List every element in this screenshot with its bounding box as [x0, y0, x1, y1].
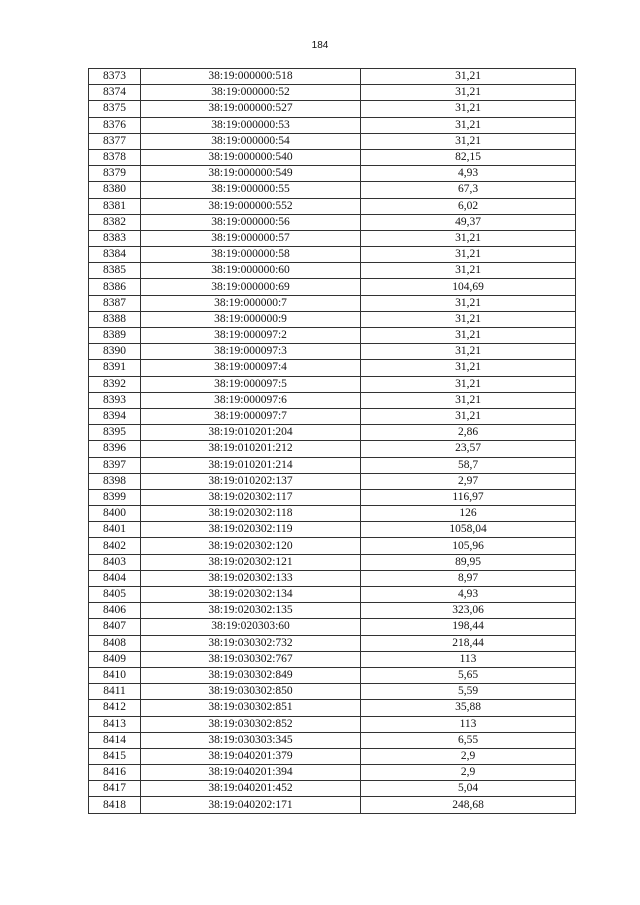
value-cell: 6,02 — [361, 198, 576, 214]
cadastral-number-cell: 38:19:040201:394 — [141, 765, 361, 781]
row-number-cell: 8375 — [89, 101, 141, 117]
table-row — [89, 538, 576, 554]
cadastral-number-cell: 38:19:030302:851 — [141, 700, 361, 716]
table-row — [89, 522, 576, 538]
cadastral-number-cell: 38:19:000000:58 — [141, 247, 361, 263]
cadastral-number-cell: 38:19:000097:3 — [141, 344, 361, 360]
table-row — [89, 781, 576, 797]
table-row — [89, 667, 576, 683]
cadastral-number-cell: 38:19:030302:732 — [141, 635, 361, 651]
cadastral-number-cell: 38:19:020302:120 — [141, 538, 361, 554]
cadastral-number-cell: 38:19:000000:518 — [141, 69, 361, 85]
value-cell: 2,9 — [361, 765, 576, 781]
table-row — [89, 198, 576, 214]
cadastral-number-cell: 38:19:030302:767 — [141, 651, 361, 667]
cadastral-number-cell: 38:19:000000:540 — [141, 149, 361, 165]
value-cell: 8,97 — [361, 570, 576, 586]
row-number-cell: 8386 — [89, 279, 141, 295]
value-cell: 2,97 — [361, 473, 576, 489]
table-body — [89, 69, 576, 814]
cadastral-number-cell: 38:19:000097:4 — [141, 360, 361, 376]
table-row — [89, 554, 576, 570]
cadastral-number-cell: 38:19:040201:379 — [141, 748, 361, 764]
row-number-cell: 8376 — [89, 117, 141, 133]
row-number-cell: 8395 — [89, 425, 141, 441]
value-cell: 6,55 — [361, 732, 576, 748]
row-number-cell: 8397 — [89, 457, 141, 473]
table-row — [89, 797, 576, 813]
value-cell: 31,21 — [361, 295, 576, 311]
cadastral-number-cell: 38:19:040201:452 — [141, 781, 361, 797]
value-cell: 31,21 — [361, 101, 576, 117]
cadastral-number-cell: 38:19:000000:54 — [141, 133, 361, 149]
value-cell: 2,9 — [361, 748, 576, 764]
cadastral-number-cell: 38:19:000000:7 — [141, 295, 361, 311]
row-number-cell: 8407 — [89, 619, 141, 635]
table-row — [89, 295, 576, 311]
value-cell: 113 — [361, 716, 576, 732]
cadastral-number-cell: 38:19:000000:552 — [141, 198, 361, 214]
row-number-cell: 8396 — [89, 441, 141, 457]
row-number-cell: 8382 — [89, 214, 141, 230]
value-cell: 31,21 — [361, 392, 576, 408]
cadastral-number-cell: 38:19:020302:121 — [141, 554, 361, 570]
row-number-cell: 8378 — [89, 149, 141, 165]
value-cell: 116,97 — [361, 489, 576, 505]
cadastral-number-cell: 38:19:010201:204 — [141, 425, 361, 441]
row-number-cell: 8377 — [89, 133, 141, 149]
value-cell: 104,69 — [361, 279, 576, 295]
table-row — [89, 344, 576, 360]
row-number-cell: 8402 — [89, 538, 141, 554]
cadastral-number-cell: 38:19:030302:850 — [141, 684, 361, 700]
value-cell: 49,37 — [361, 214, 576, 230]
row-number-cell: 8401 — [89, 522, 141, 538]
row-number-cell: 8406 — [89, 603, 141, 619]
cadastral-number-cell: 38:19:000000:527 — [141, 101, 361, 117]
cadastral-number-cell: 38:19:030302:849 — [141, 667, 361, 683]
row-number-cell: 8408 — [89, 635, 141, 651]
cadastral-number-cell: 38:19:020302:119 — [141, 522, 361, 538]
table-row — [89, 408, 576, 424]
value-cell: 31,21 — [361, 360, 576, 376]
table-row — [89, 684, 576, 700]
value-cell: 248,68 — [361, 797, 576, 813]
table-row — [89, 651, 576, 667]
value-cell: 58,7 — [361, 457, 576, 473]
table-row — [89, 506, 576, 522]
table-row — [89, 101, 576, 117]
table-row — [89, 473, 576, 489]
cadastral-number-cell: 38:19:030302:852 — [141, 716, 361, 732]
row-number-cell: 8380 — [89, 182, 141, 198]
table-row — [89, 457, 576, 473]
value-cell: 31,21 — [361, 344, 576, 360]
table-row — [89, 425, 576, 441]
table-row — [89, 149, 576, 165]
cadastral-number-cell: 38:19:010201:212 — [141, 441, 361, 457]
table-row — [89, 230, 576, 246]
row-number-cell: 8379 — [89, 166, 141, 182]
value-cell: 126 — [361, 506, 576, 522]
value-cell: 1058,04 — [361, 522, 576, 538]
row-number-cell: 8417 — [89, 781, 141, 797]
cadastral-number-cell: 38:19:020302:133 — [141, 570, 361, 586]
row-number-cell: 8373 — [89, 69, 141, 85]
value-cell: 23,57 — [361, 441, 576, 457]
table-row — [89, 376, 576, 392]
row-number-cell: 8414 — [89, 732, 141, 748]
table-row — [89, 489, 576, 505]
row-number-cell: 8399 — [89, 489, 141, 505]
table-row — [89, 182, 576, 198]
table-row — [89, 570, 576, 586]
row-number-cell: 8391 — [89, 360, 141, 376]
cadastral-number-cell: 38:19:000097:7 — [141, 408, 361, 424]
row-number-cell: 8400 — [89, 506, 141, 522]
value-cell: 4,93 — [361, 166, 576, 182]
row-number-cell: 8388 — [89, 311, 141, 327]
value-cell: 323,06 — [361, 603, 576, 619]
table-row — [89, 279, 576, 295]
table-row — [89, 700, 576, 716]
value-cell: 31,21 — [361, 311, 576, 327]
cadastral-number-cell: 38:19:000097:5 — [141, 376, 361, 392]
value-cell: 105,96 — [361, 538, 576, 554]
value-cell: 31,21 — [361, 117, 576, 133]
row-number-cell: 8392 — [89, 376, 141, 392]
value-cell: 89,95 — [361, 554, 576, 570]
table-row — [89, 441, 576, 457]
row-number-cell: 8403 — [89, 554, 141, 570]
cadastral-number-cell: 38:19:000097:6 — [141, 392, 361, 408]
row-number-cell: 8413 — [89, 716, 141, 732]
cadastral-number-cell: 38:19:010202:137 — [141, 473, 361, 489]
row-number-cell: 8394 — [89, 408, 141, 424]
value-cell: 31,21 — [361, 376, 576, 392]
row-number-cell: 8409 — [89, 651, 141, 667]
cadastral-number-cell: 38:19:020302:134 — [141, 587, 361, 603]
cadastral-number-cell: 38:19:020302:117 — [141, 489, 361, 505]
table-row — [89, 765, 576, 781]
cadastral-number-cell: 38:19:000000:60 — [141, 263, 361, 279]
row-number-cell: 8385 — [89, 263, 141, 279]
cadastral-number-cell: 38:19:000097:2 — [141, 328, 361, 344]
table-row — [89, 166, 576, 182]
value-cell: 31,21 — [361, 247, 576, 263]
cadastral-number-cell: 38:19:000000:56 — [141, 214, 361, 230]
table-row — [89, 732, 576, 748]
table-row — [89, 587, 576, 603]
table-row — [89, 311, 576, 327]
cadastral-number-cell: 38:19:000000:549 — [141, 166, 361, 182]
row-number-cell: 8412 — [89, 700, 141, 716]
table-row — [89, 133, 576, 149]
value-cell: 113 — [361, 651, 576, 667]
row-number-cell: 8384 — [89, 247, 141, 263]
row-number-cell: 8374 — [89, 85, 141, 101]
table-row — [89, 263, 576, 279]
value-cell: 5,04 — [361, 781, 576, 797]
value-cell: 31,21 — [361, 263, 576, 279]
row-number-cell: 8381 — [89, 198, 141, 214]
table-row — [89, 716, 576, 732]
row-number-cell: 8389 — [89, 328, 141, 344]
page-number: 184 — [311, 40, 329, 51]
row-number-cell: 8393 — [89, 392, 141, 408]
cadastral-number-cell: 38:19:000000:69 — [141, 279, 361, 295]
table-row — [89, 603, 576, 619]
cadastral-number-cell: 38:19:020302:135 — [141, 603, 361, 619]
row-number-cell: 8416 — [89, 765, 141, 781]
row-number-cell: 8387 — [89, 295, 141, 311]
cadastral-number-cell: 38:19:000000:9 — [141, 311, 361, 327]
row-number-cell: 8398 — [89, 473, 141, 489]
cadastral-number-cell: 38:19:000000:52 — [141, 85, 361, 101]
cadastral-number-cell: 38:19:040202:171 — [141, 797, 361, 813]
cadastral-number-cell: 38:19:020303:60 — [141, 619, 361, 635]
cadastral-number-cell: 38:19:000000:55 — [141, 182, 361, 198]
cadastral-number-cell: 38:19:000000:53 — [141, 117, 361, 133]
value-cell: 218,44 — [361, 635, 576, 651]
value-cell: 67,3 — [361, 182, 576, 198]
table-row — [89, 619, 576, 635]
value-cell: 5,59 — [361, 684, 576, 700]
table-row — [89, 748, 576, 764]
table-row — [89, 69, 576, 85]
row-number-cell: 8383 — [89, 230, 141, 246]
row-number-cell: 8418 — [89, 797, 141, 813]
value-cell: 31,21 — [361, 328, 576, 344]
table-row — [89, 360, 576, 376]
table-row — [89, 392, 576, 408]
row-number-cell: 8390 — [89, 344, 141, 360]
table-row — [89, 214, 576, 230]
value-cell: 5,65 — [361, 667, 576, 683]
table-row — [89, 85, 576, 101]
value-cell: 4,93 — [361, 587, 576, 603]
value-cell: 31,21 — [361, 408, 576, 424]
table-row — [89, 635, 576, 651]
row-number-cell: 8415 — [89, 748, 141, 764]
value-cell: 198,44 — [361, 619, 576, 635]
cadastral-number-cell: 38:19:010201:214 — [141, 457, 361, 473]
cadastral-number-cell: 38:19:000000:57 — [141, 230, 361, 246]
value-cell: 2,86 — [361, 425, 576, 441]
row-number-cell: 8405 — [89, 587, 141, 603]
row-number-cell: 8410 — [89, 667, 141, 683]
cadastral-number-cell: 38:19:020302:118 — [141, 506, 361, 522]
table-row — [89, 117, 576, 133]
cadastral-number-cell: 38:19:030303:345 — [141, 732, 361, 748]
value-cell: 82,15 — [361, 149, 576, 165]
table-row — [89, 328, 576, 344]
row-number-cell: 8404 — [89, 570, 141, 586]
table-row — [89, 247, 576, 263]
value-cell: 31,21 — [361, 230, 576, 246]
value-cell: 31,21 — [361, 133, 576, 149]
row-number-cell: 8411 — [89, 684, 141, 700]
value-cell: 35,88 — [361, 700, 576, 716]
value-cell: 31,21 — [361, 85, 576, 101]
cadastral-table — [88, 68, 576, 814]
value-cell: 31,21 — [361, 69, 576, 85]
